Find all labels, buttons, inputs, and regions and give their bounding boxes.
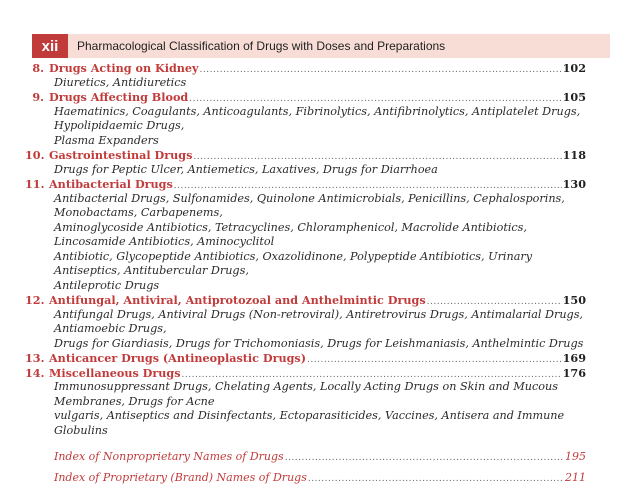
page-header [32, 34, 610, 58]
chapter-page-number: 176 [562, 365, 586, 380]
toc-entry-line[interactable] [25, 177, 586, 192]
chapter-number: 14. [25, 365, 45, 380]
toc-entries [25, 61, 586, 438]
toc-entry-line[interactable] [25, 365, 586, 381]
index-page-number: 195 [565, 450, 586, 463]
toc-entry [25, 351, 586, 366]
toc-entry-line[interactable] [30, 61, 586, 76]
chapter-page-number: 118 [562, 148, 586, 162]
toc-entry-line[interactable] [25, 351, 586, 366]
toc-entry [30, 61, 586, 90]
index-page-number: 211 [565, 471, 586, 484]
chapter-page-number: 130 [562, 177, 586, 191]
dot-leader [285, 448, 564, 469]
chapter-subtopics: Diuretics, Antidiuretics [54, 75, 187, 89]
chapter-title: Anticancer Drugs (Antineoplastic Drugs) [49, 351, 307, 365]
dot-leader [307, 353, 562, 368]
index-title: Index of Proprietary (Brand) Names of Drugs [54, 471, 307, 484]
chapter-title: Drugs Affecting Blood [49, 90, 189, 104]
chapter-page-number: 169 [562, 351, 586, 365]
chapter-number: 11. [25, 177, 45, 191]
toc-entry [30, 90, 586, 148]
chapter-number: 13. [25, 351, 45, 365]
toc-entry [25, 177, 586, 293]
toc-entry-line[interactable] [30, 90, 586, 105]
chapter-title: Drugs Acting on Kidney [49, 61, 199, 75]
toc-entry [25, 293, 586, 351]
chapter-title: Miscellaneous Drugs [49, 365, 181, 380]
chapter-title: Gastrointestinal Drugs [49, 148, 193, 162]
page-number-badge: xii [32, 34, 68, 58]
toc-entry-line[interactable] [25, 148, 586, 163]
toc-entry-line[interactable] [25, 293, 586, 308]
chapter-title: Antibacterial Drugs [49, 177, 173, 191]
chapter-number: 8. [32, 61, 44, 75]
chapter-number: 9. [32, 90, 44, 104]
chapter-subtopics: Antibacterial Drugs, Sulfonamides, Quinolone Antimicrobials, Penicillins, Cephalosporins, Monobactams, Carbapenems, Aminoglycoside Antibiotics, Tetracyclines, Chloramphenicol, Macrolide Antibiotics, Lincosamide Antibiotics, Aminocyclitol Antibiotic, Glycopeptide Antibiotics, Oxazolidinone, Polypeptide Antibiotics, Urinary Antiseptics, Antitubercular Drugs, Antileprotic Drugs [54, 191, 565, 292]
chapter-page-number: 150 [562, 293, 586, 307]
chapter-subtopics: Drugs for Peptic Ulcer, Antiemetics, Laxatives, Drugs for Diarrhoea [54, 162, 438, 176]
dot-leader [200, 63, 562, 78]
chapter-page-number: 102 [562, 61, 586, 75]
chapter-number: 10. [25, 148, 45, 162]
index-entry[interactable] [30, 467, 586, 488]
chapter-page-number: 105 [562, 90, 586, 104]
running-head-title: Pharmacological Classification of Drugs with Doses and Preparations [77, 39, 446, 53]
dot-leader [308, 469, 564, 490]
toc-entry [25, 148, 586, 177]
chapter-subtopics: Immunosuppressant Drugs, Chelating Agents, Locally Acting Drugs on Skin and Mucous Membranes, Drugs for Acne vulgaris, Antiseptics and Disinfectants, Ectoparasiticides, Vaccines, Antisera and Immune Globulins [54, 380, 565, 437]
chapter-number: 12. [25, 293, 45, 307]
index-entry[interactable] [30, 446, 586, 467]
chapter-title: Antifungal, Antiviral, Antiprotozoal and Anthelmintic Drugs [49, 293, 426, 307]
index-entries [30, 446, 586, 488]
toc-entry [25, 365, 586, 439]
chapter-subtopics: Antifungal Drugs, Antiviral Drugs (Non-retroviral), Antiretrovirus Drugs, Antimalarial Drugs, Antiamoebic Drugs, Drugs for Giardiasis, Drugs for Trichomoniasis, Drugs for Leishmaniasis, Anthelmintic Drugs [54, 307, 584, 350]
index-title: Index of Nonproprietary Names of Drugs [54, 450, 284, 463]
chapter-subtopics: Haematinics, Coagulants, Anticoagulants, Fibrinolytics, Antifibrinolytics, Antiplatelet Drugs, Hypolipidaemic Drugs, Plasma Expanders [54, 104, 581, 147]
table-of-contents [25, 61, 586, 488]
